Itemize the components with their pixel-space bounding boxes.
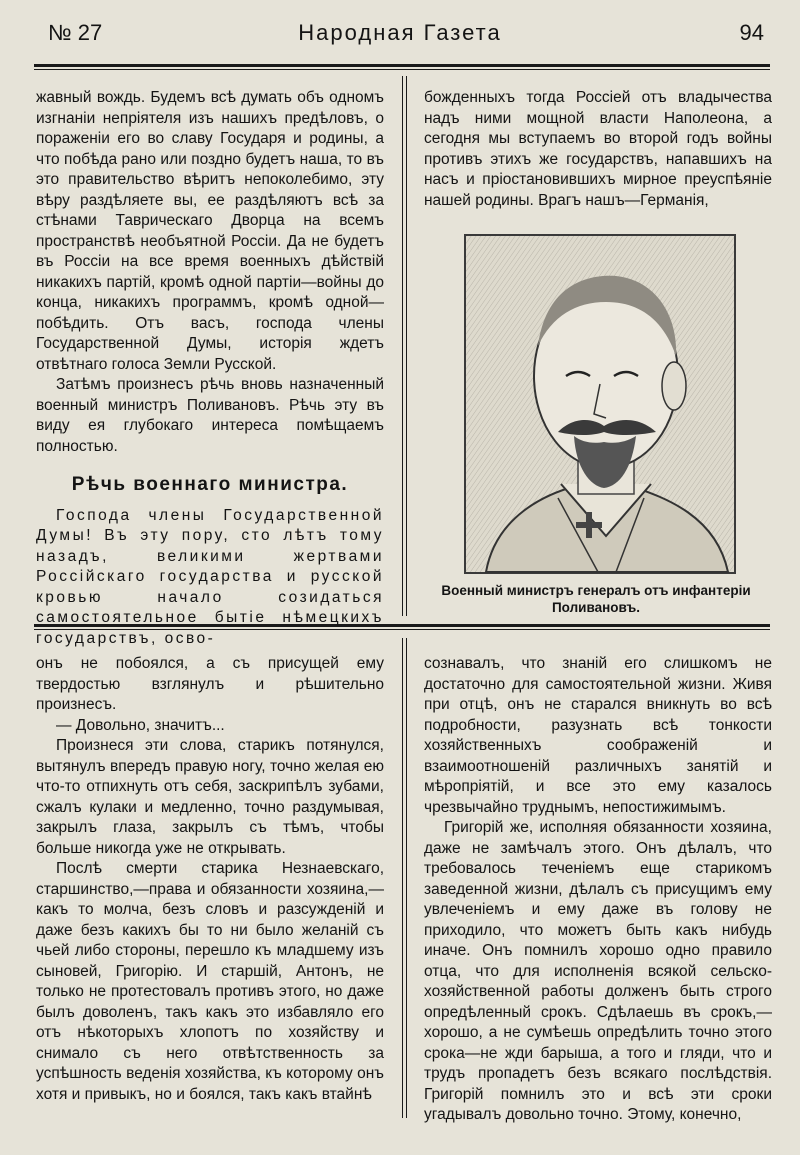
header-rule-thin <box>34 69 770 70</box>
newspaper-title: Народная Газета <box>298 20 502 45</box>
speech-heading: Рѣчь военнаго министра. <box>71 474 349 495</box>
top-column-divider-2 <box>406 76 407 616</box>
issue-number: № 27 <box>48 20 103 45</box>
top-column-divider <box>402 76 403 616</box>
top-left-column <box>36 88 384 647</box>
bottom-column-divider-2 <box>406 638 407 1118</box>
paragraph: онъ не побоялся, а съ присущей ему твердостью взглянулъ и рѣшительно произнесъ. <box>36 655 384 713</box>
paragraph: Григорій же, исполняя обязанности хозяина, даже не замѣчалъ этого. Онъ дѣлалъ, что требовалось теченіемъ еще старикомъ заведенной жизни, дѣлалъ съ присущимъ ему увлеченіемъ и ему даже въ голову не приходило, что можетъ быть какъ нибудь иначе. Онъ помнилъ хорошо одно правило отца, что для исполненія всякой сельско-хозяйственной работы долженъ быть строго опредѣленный срокъ. Сдѣлаешь въ срокъ,—хорошо, а не сумѣешь опредѣлить точно этого срока—не жди барыша, а того и гляди, что и трудъ пропадетъ безъ всякаго послѣдствія. Григорій помнилъ это и всѣ эти сроки угадывалъ довольно точно. Этому, конечно, <box>424 819 772 1123</box>
bottom-right-column <box>424 654 772 1123</box>
bottom-left-column <box>36 654 384 1114</box>
header-rule-thick <box>34 64 770 67</box>
page-header <box>0 0 800 60</box>
paragraph: Затѣмъ произнесъ рѣчь вновь назначенный военный министръ Поливановъ. Рѣчь эту въ виду ея глубокаго интереса помѣщаемъ полностью. <box>36 376 384 455</box>
portrait-drawing <box>466 236 734 572</box>
paragraph: Произнеся эти слова, старикъ потянулся, вытянулъ впередъ правую ногу, точно желая ею что-то отпихнуть отъ себя, заскрипѣлъ зубами, сжалъ кулаки и медленно, точно раздумывая, закрылъ глаза, закрылъ съ тѣмъ, чтобы больше никогда уже не открывать. <box>36 737 384 857</box>
bottom-column-divider <box>402 638 403 1118</box>
page-number: 94 <box>739 20 764 45</box>
portrait-illustration <box>464 234 736 574</box>
paragraph: жавный вождь. Будемъ всѣ думать объ одномъ изгнаніи непріятеля изъ нашихъ предѣловъ, о пораженіи его во славу Государя и родины, а что побѣда рано или поздно будетъ наша, то въ это правительство вѣритъ непоколебимо, эту вѣру раздѣляете вы, ее раздѣляютъ всѣ за стѣнами Таврическаго Дворца на всемъ пространствѣ необъятной Россіи. Да не будетъ въ Россіи на все время военныхъ дѣйствій никакихъ партій, кромѣ одной партіи—войны до конца, никакихъ программъ, кромѣ одной—побѣдить. Отъ васъ, господа члены Государственной Думы, исторія ждетъ отвѣтнаго голоса Земли Русской. <box>36 89 384 373</box>
paragraph: божденныхъ тогда Россіей отъ владычества надъ ними мощной власти Наполеона, а сегодня мы вступаемъ во второй годъ войны противъ этихъ же государствъ, напавшихъ на насъ и пріостановившихъ мирное преуспѣяніе нашей родины. Врагъ нашъ—Германія, <box>424 89 772 209</box>
paragraph: сознавалъ, что знаній его слишкомъ не достаточно для самостоятельной жизни. Живя при отцѣ, онъ не старался вникнуть во всѣ подробности, разузнать всѣ тонкости хозяйственныхъ соображеній и взаимоотношеній различныхъ занятій и мѣропріятій, и все это ему казалось чрезвычайно труднымъ, непостижимымъ. <box>424 655 772 816</box>
top-right-column <box>424 88 772 228</box>
paragraph: Послѣ смерти старика Незнаевскаго, старшинство,—права и обязанности хозяина,—какъ то молча, безъ словъ и разсужденій и даже безъ какихъ бы то ни было желаній съ чьей либо стороны, перешло къ младшему изъ сыновей, Григорію. И старшій, Антонъ, не только не протестовалъ противъ этого, но даже былъ доволенъ, такъ какъ это избавляло его отъ нѣкоторыхъ хлопотъ по хозяйству и снимало съ него отвѣтственность за успѣшность веденія хозяйства, къ которому онъ хотя и привыкъ, но и боялся, такъ какъ втайнѣ <box>36 860 384 1103</box>
paragraph: — Довольно, значитъ... <box>56 716 225 734</box>
speech-paragraph: Господа члены Государственной Думы! Въ эту пору, сто лѣтъ тому назадъ, великими жертвами Россійскаго государства и русской кровью начало созидаться самостоятельное бытіе нѣмецкихъ государствъ, осво- <box>36 506 384 647</box>
portrait-caption: Военный министръ генералъ отъ инфантеріи Поливановъ. <box>441 583 751 615</box>
